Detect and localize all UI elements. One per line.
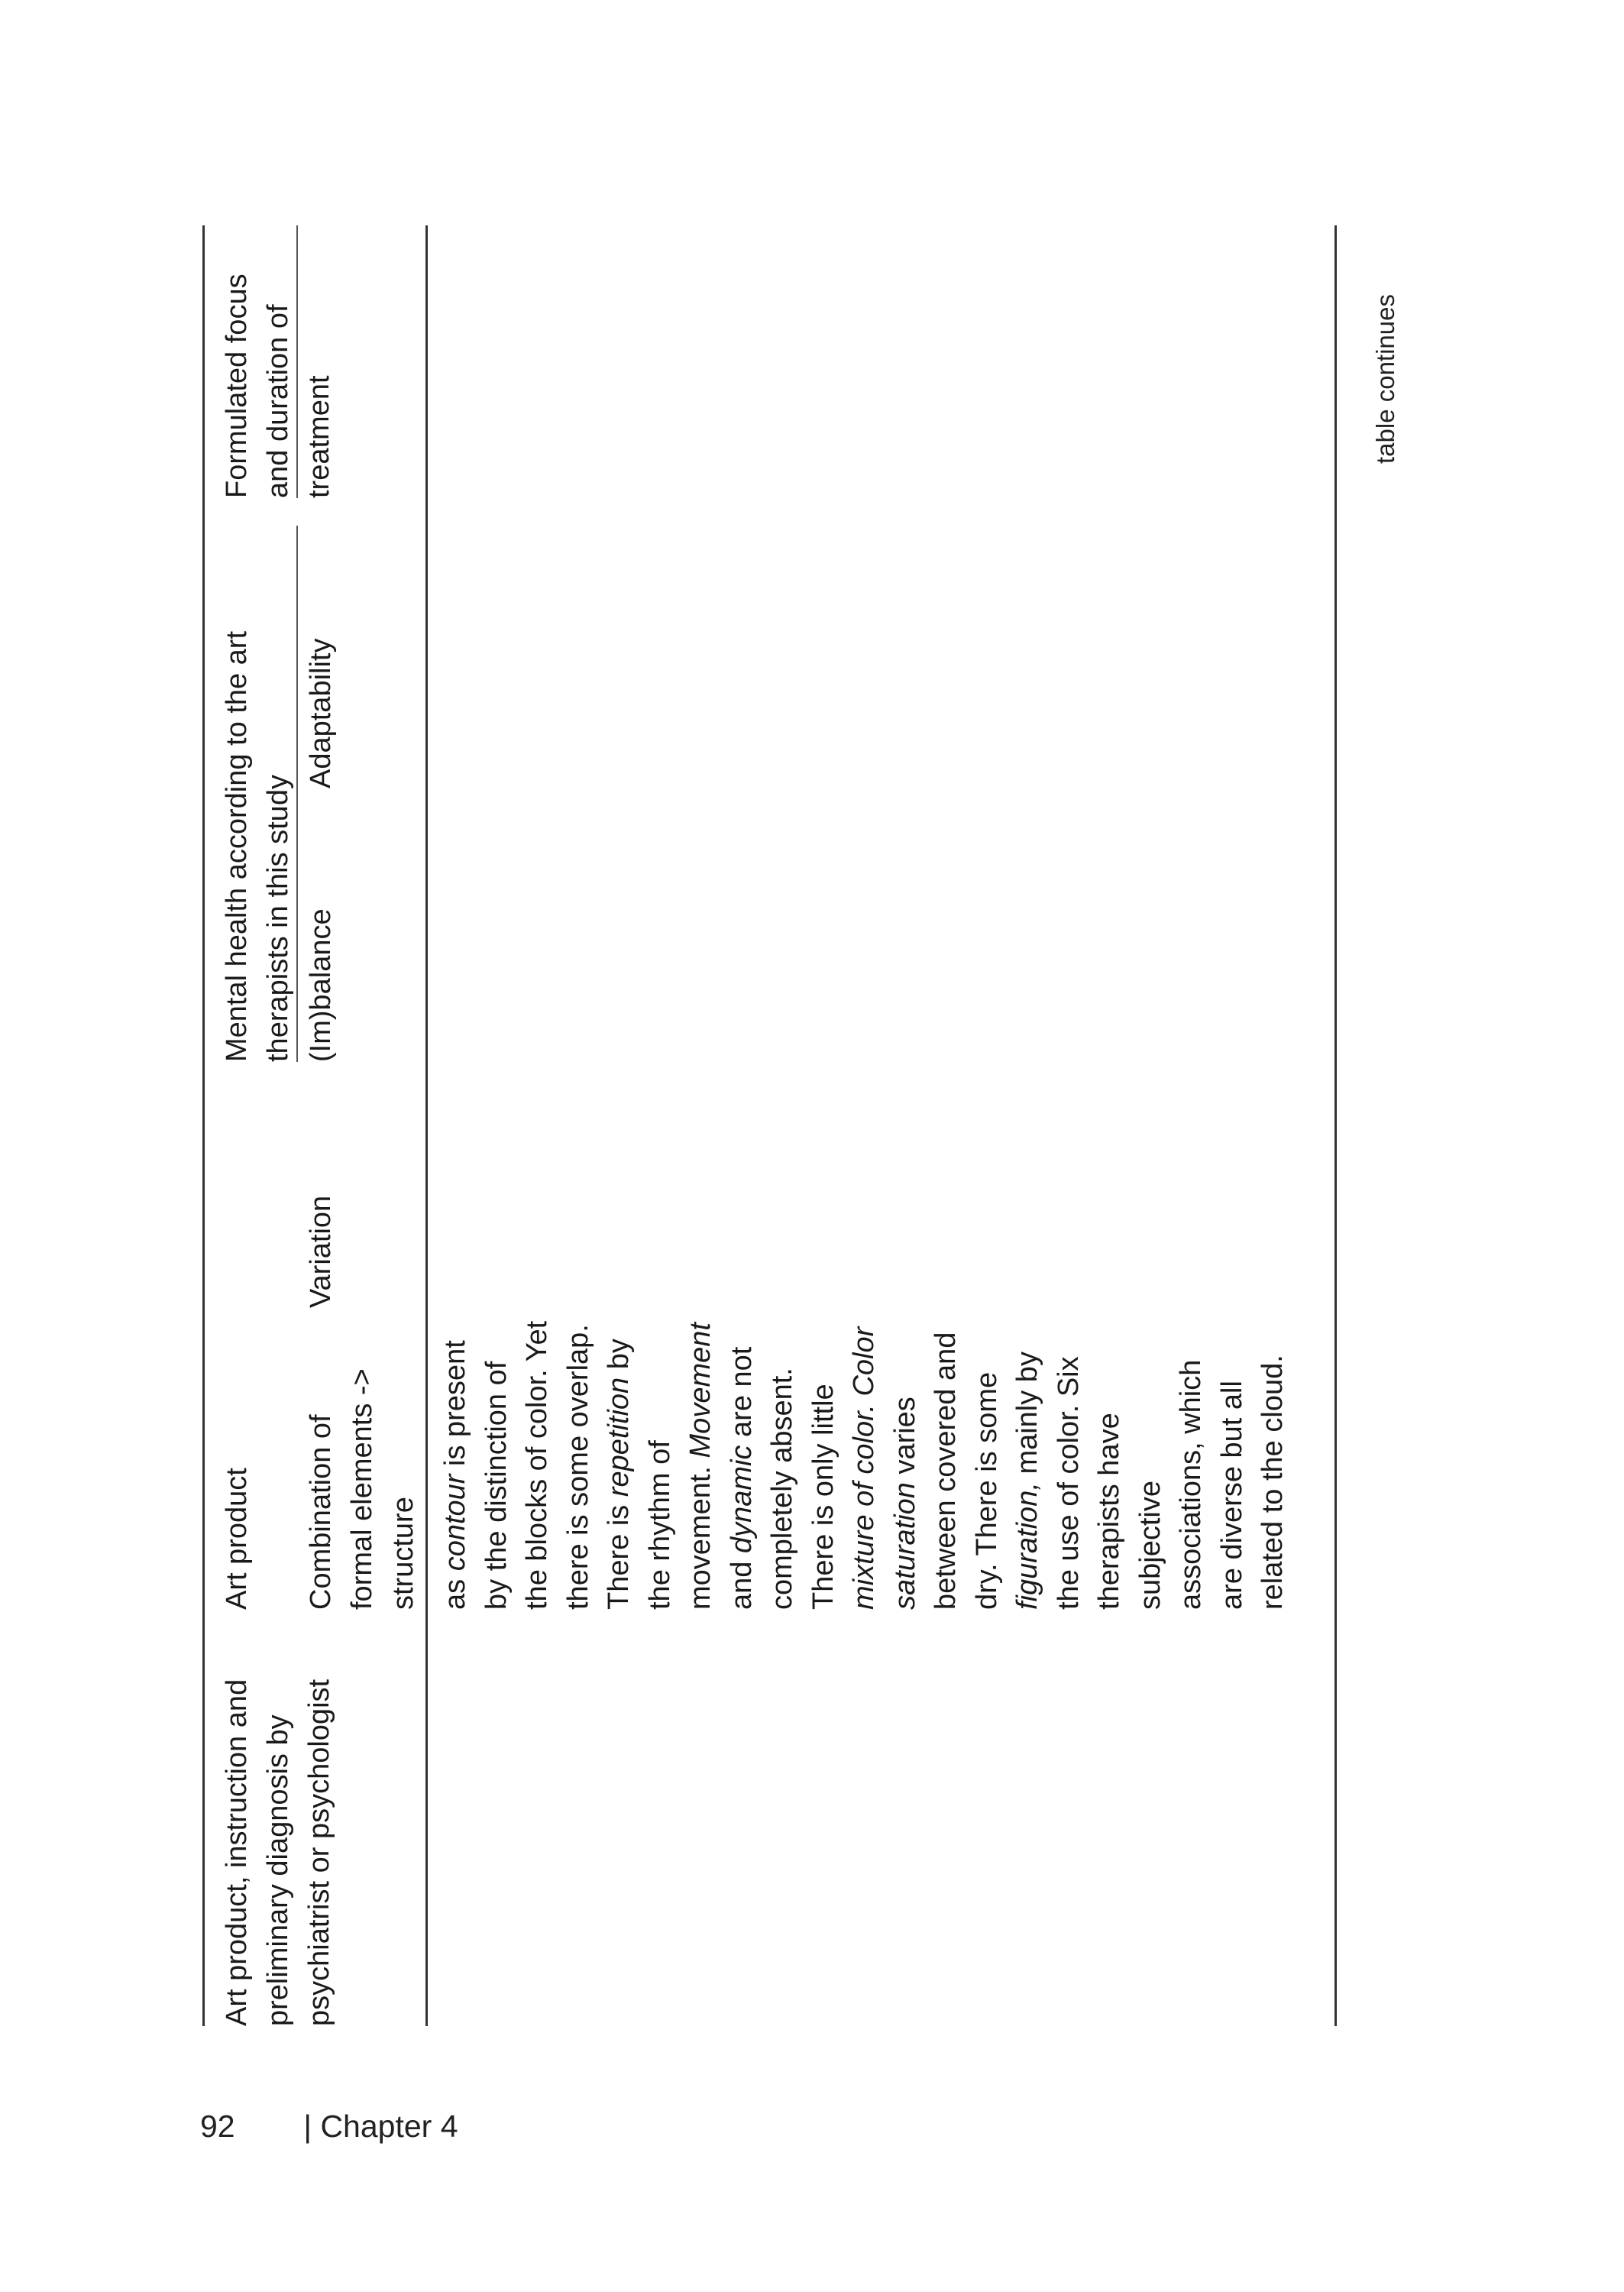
header-focus: Formulated focus and duration of treatment <box>221 274 335 498</box>
body-text-segment: and <box>725 1553 758 1610</box>
body-text-segment: is present by the distinction of the blocks of color. Yet there is some overlap. There is <box>439 1320 635 1610</box>
header-adaptability: Adaptability <box>305 638 337 788</box>
body-text-segment: by the rhythm of movement. <box>603 1339 717 1610</box>
italic-term: Movement <box>684 1322 717 1458</box>
focus-subrule <box>296 225 298 498</box>
italic-term: figuration, <box>1011 1482 1043 1610</box>
body-text-segment: are not completely absent. There is only little <box>725 1346 839 1610</box>
table-header-rule <box>425 225 428 2026</box>
page-footer <box>200 2109 458 2145</box>
header-col1: Art product, instruction and preliminary diagnosis by psychiatrist or psychologist <box>221 1679 335 2026</box>
rotated-table <box>202 225 1455 2026</box>
body-text-segment: mainly by the use of color. Six therapists have subjective associations, which are diverse but all related to the cloud. <box>1011 1352 1289 1610</box>
table-top-rule <box>202 225 205 2026</box>
italic-term: dynamic <box>725 1445 758 1554</box>
italic-term: mixture of color. Color saturation <box>848 1326 921 1610</box>
art-product-description <box>435 1316 1294 1610</box>
page-number: 92 <box>200 2109 235 2144</box>
table-bottom-rule <box>1334 225 1337 2026</box>
header-combination: Combination of formal elements -> structure <box>305 1368 419 1610</box>
body-text-segment: as <box>439 1571 471 1610</box>
mental-health-subrule <box>296 526 298 1062</box>
table-continues-note: table continues <box>1371 294 1399 464</box>
header-variation: Variation <box>305 1195 337 1308</box>
header-imbalance: (Im)balance <box>305 908 337 1062</box>
italic-term: repetition <box>603 1377 635 1497</box>
body-text-segment: varies between covered and dry. There is some <box>888 1332 1003 1610</box>
chapter-label: | Chapter 4 <box>303 2109 458 2144</box>
header-art-product: Art product <box>221 1468 253 1610</box>
header-mental-health: Mental health according to the art therapists in this study <box>221 630 294 1062</box>
italic-term: contour <box>439 1474 471 1572</box>
